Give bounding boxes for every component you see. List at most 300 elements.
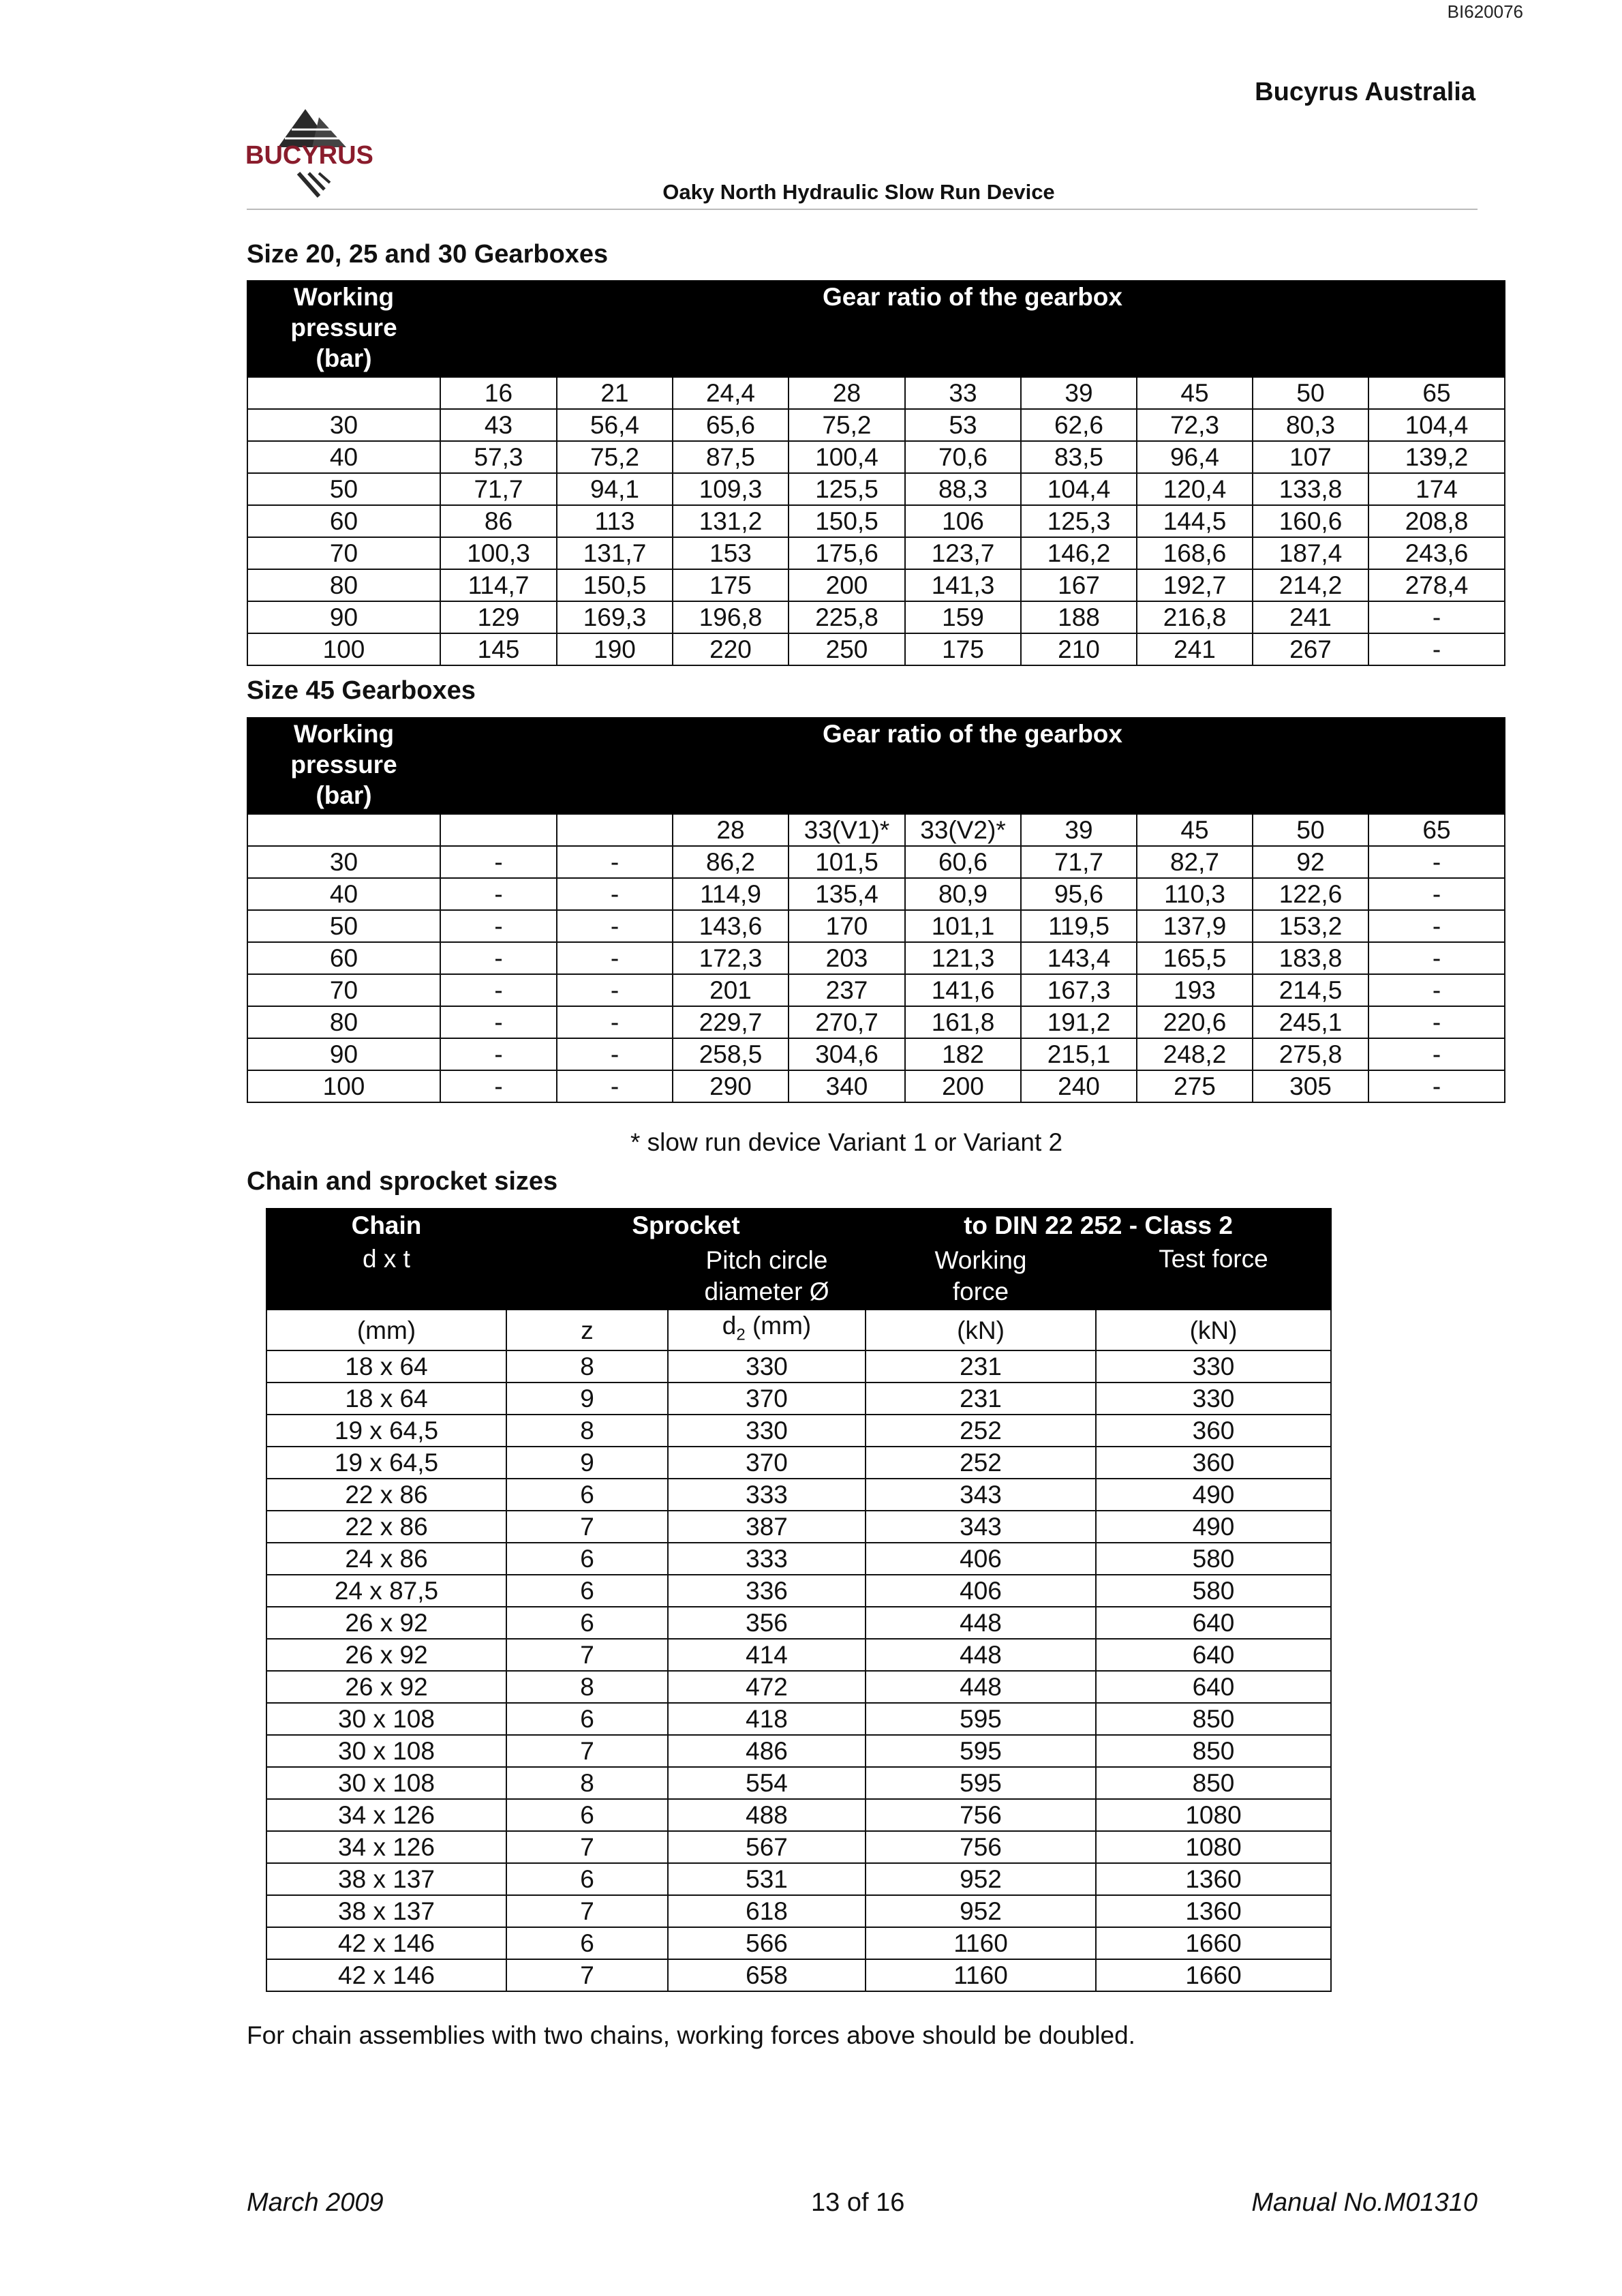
table-cell: 1660: [1096, 1927, 1331, 1959]
table-row: [266, 1543, 1331, 1575]
table-cell: 414: [668, 1639, 866, 1671]
table-cell: 267: [1253, 633, 1368, 665]
table-cell: 133,8: [1253, 473, 1368, 505]
table-cell: 595: [866, 1703, 1096, 1735]
table-cell: 640: [1096, 1639, 1331, 1671]
table-cell: 145: [440, 633, 557, 665]
table-cell: -: [557, 942, 673, 974]
table-cell: 336: [668, 1575, 866, 1607]
table-cell: 113: [557, 505, 673, 537]
table-cell: 6: [506, 1575, 668, 1607]
header-din-class: to DIN 22 252 - Class 2: [866, 1209, 1331, 1243]
table-cell: 22 x 86: [266, 1511, 506, 1543]
table-row: [266, 1511, 1331, 1543]
document-id: BI620076: [1447, 1, 1523, 22]
table-cell: 175: [673, 569, 789, 601]
table-cell: 252: [866, 1415, 1096, 1447]
table-cell: 7: [506, 1639, 668, 1671]
table-cell: 580: [1096, 1543, 1331, 1575]
table-cell: 258,5: [673, 1038, 789, 1070]
table-cell: -: [1368, 1070, 1505, 1102]
table-cell: 40: [247, 441, 440, 473]
table-cell: 6: [506, 1479, 668, 1511]
table-row: [266, 1767, 1331, 1799]
table-cell: 566: [668, 1927, 866, 1959]
table-cell: 114,9: [673, 878, 789, 910]
table-cell: 92: [1253, 846, 1368, 878]
section-title-size-45: Size 45 Gearboxes: [247, 676, 476, 705]
table-cell: 850: [1096, 1767, 1331, 1799]
table-cell: 190: [557, 633, 673, 665]
table-cell: 169,3: [557, 601, 673, 633]
table-cell: 330: [1096, 1383, 1331, 1415]
table-cell: 8: [506, 1671, 668, 1703]
table-row: [266, 1895, 1331, 1927]
table-cell: 595: [866, 1767, 1096, 1799]
table-cell: 100: [247, 1070, 440, 1102]
table-row: [266, 1607, 1331, 1639]
gearbox-table-size-45: [247, 717, 1505, 1103]
table-cell: 30: [247, 409, 440, 441]
footer-date: March 2009: [247, 2188, 384, 2217]
table-cell: 146,2: [1021, 537, 1137, 569]
table-cell: 231: [866, 1383, 1096, 1415]
table-cell: 141,6: [905, 974, 1021, 1006]
table-cell: 7: [506, 1895, 668, 1927]
header-working-pressure: Working pressure (bar): [247, 281, 440, 377]
document-title: Oaky North Hydraulic Slow Run Device: [662, 180, 1055, 204]
table-row: [266, 1863, 1331, 1895]
table-row: [266, 1479, 1331, 1511]
table-cell: 187,4: [1253, 537, 1368, 569]
table-cell: 119,5: [1021, 910, 1137, 942]
table-cell: 330: [668, 1350, 866, 1383]
table-cell: 220,6: [1137, 1006, 1253, 1038]
table-cell: 370: [668, 1447, 866, 1479]
table-row: [266, 1831, 1331, 1863]
header-chain: Chain: [266, 1209, 506, 1243]
table-cell: -: [557, 878, 673, 910]
table-cell: 231: [866, 1350, 1096, 1383]
table-cell: 167: [1021, 569, 1137, 601]
table-cell: 7: [506, 1831, 668, 1863]
table-cell: 196,8: [673, 601, 789, 633]
table-cell: 24 x 86: [266, 1543, 506, 1575]
table-cell: 248,2: [1137, 1038, 1253, 1070]
table-cell: -: [557, 1070, 673, 1102]
table-row: [247, 473, 1505, 505]
table-cell: 123,7: [905, 537, 1021, 569]
table-cell: 241: [1253, 601, 1368, 633]
table-cell: 125,3: [1021, 505, 1137, 537]
table-cell: -: [440, 878, 557, 910]
table-cell: 90: [247, 1038, 440, 1070]
table-cell: 131,7: [557, 537, 673, 569]
table-cell: 220: [673, 633, 789, 665]
table-cell: 150,5: [557, 569, 673, 601]
table-cell: 618: [668, 1895, 866, 1927]
table-cell: 174: [1368, 473, 1505, 505]
table-cell: -: [440, 1038, 557, 1070]
table-cell: 153: [673, 537, 789, 569]
table-cell: 200: [789, 569, 905, 601]
table-cell: 387: [668, 1511, 866, 1543]
table-cell: -: [440, 1006, 557, 1038]
table-row: [266, 1735, 1331, 1767]
table-row: [247, 1038, 1505, 1070]
table-cell: 143,4: [1021, 942, 1137, 974]
table-cell: 129: [440, 601, 557, 633]
table-cell: 243,6: [1368, 537, 1505, 569]
table-cell: 139,2: [1368, 441, 1505, 473]
table-cell: 278,4: [1368, 569, 1505, 601]
table-row: [247, 1006, 1505, 1038]
table-cell: 237: [789, 974, 905, 1006]
table-row: [266, 1959, 1331, 1991]
table-cell: 65,6: [673, 409, 789, 441]
table-cell: -: [557, 910, 673, 942]
table-cell: 170: [789, 910, 905, 942]
company-name: Bucyrus Australia: [1255, 78, 1475, 106]
header-working-force: Working force: [866, 1243, 1096, 1310]
table-row: [247, 878, 1505, 910]
table-cell: 172,3: [673, 942, 789, 974]
gearbox-table-size-20-30: [247, 280, 1505, 666]
table-row: [247, 1070, 1505, 1102]
table-cell: 30 x 108: [266, 1767, 506, 1799]
table-cell: 125,5: [789, 473, 905, 505]
table-cell: 50: [247, 910, 440, 942]
table-cell: 182: [905, 1038, 1021, 1070]
table-cell: 9: [506, 1447, 668, 1479]
table-cell: 80: [247, 1006, 440, 1038]
svg-text:BUCYRUS: BUCYRUS: [245, 141, 373, 170]
table-cell: 70: [247, 537, 440, 569]
table-cell: 6: [506, 1799, 668, 1831]
table-cell: 6: [506, 1607, 668, 1639]
table-cell: 756: [866, 1831, 1096, 1863]
table-cell: 75,2: [557, 441, 673, 473]
table-cell: 104,4: [1368, 409, 1505, 441]
table-cell: 531: [668, 1863, 866, 1895]
table-cell: 343: [866, 1479, 1096, 1511]
table-cell: 6: [506, 1703, 668, 1735]
table-row: [266, 1799, 1331, 1831]
table-cell: 168,6: [1137, 537, 1253, 569]
table-cell: 6: [506, 1863, 668, 1895]
table-cell: 82,7: [1137, 846, 1253, 878]
table-cell: 60: [247, 505, 440, 537]
table-cell: 229,7: [673, 1006, 789, 1038]
table-cell: 26 x 92: [266, 1607, 506, 1639]
table-cell: 567: [668, 1831, 866, 1863]
table-cell: 22 x 86: [266, 1479, 506, 1511]
table-cell: 640: [1096, 1607, 1331, 1639]
table-row: [266, 1671, 1331, 1703]
table-cell: 225,8: [789, 601, 905, 633]
table-row: [266, 1927, 1331, 1959]
table-cell: 153,2: [1253, 910, 1368, 942]
table-cell: 101,1: [905, 910, 1021, 942]
table-cell: 150,5: [789, 505, 905, 537]
table-cell: 330: [668, 1415, 866, 1447]
table-cell: -: [557, 846, 673, 878]
table-cell: 6: [506, 1543, 668, 1575]
table-cell: -: [557, 974, 673, 1006]
table-cell: 275,8: [1253, 1038, 1368, 1070]
table-cell: 19 x 64,5: [266, 1447, 506, 1479]
table-cell: 87,5: [673, 441, 789, 473]
table-cell: 340: [789, 1070, 905, 1102]
table-cell: 406: [866, 1575, 1096, 1607]
table-cell: 214,5: [1253, 974, 1368, 1006]
table-cell: 304,6: [789, 1038, 905, 1070]
table-cell: 1360: [1096, 1895, 1331, 1927]
table-cell: 275: [1137, 1070, 1253, 1102]
table-cell: 34 x 126: [266, 1831, 506, 1863]
table-cell: 406: [866, 1543, 1096, 1575]
ratio-row: 16 21 24,4 28 33 39 45 50 65: [247, 377, 1505, 409]
table-cell: 488: [668, 1799, 866, 1831]
table-cell: -: [440, 846, 557, 878]
table-cell: 161,8: [905, 1006, 1021, 1038]
section-title-size-20-30: Size 20, 25 and 30 Gearboxes: [247, 240, 609, 269]
table-cell: 90: [247, 601, 440, 633]
table-cell: 192,7: [1137, 569, 1253, 601]
table-cell: 137,9: [1137, 910, 1253, 942]
table-cell: 53: [905, 409, 1021, 441]
table-cell: -: [1368, 878, 1505, 910]
table-cell: 9: [506, 1383, 668, 1415]
table-cell: 131,2: [673, 505, 789, 537]
table-cell: 43: [440, 409, 557, 441]
table-row: [247, 633, 1505, 665]
header-sprocket: Sprocket: [506, 1209, 866, 1243]
table-cell: 215,1: [1021, 1038, 1137, 1070]
table-cell: 175: [905, 633, 1021, 665]
table-cell: 60,6: [905, 846, 1021, 878]
table-cell: 143,6: [673, 910, 789, 942]
table-cell: 595: [866, 1735, 1096, 1767]
table-row: [247, 409, 1505, 441]
table-cell: -: [1368, 974, 1505, 1006]
table-cell: -: [1368, 633, 1505, 665]
table-cell: 203: [789, 942, 905, 974]
header-test-force: Test force: [1096, 1243, 1331, 1310]
table-cell: 175,6: [789, 537, 905, 569]
table-cell: 135,4: [789, 878, 905, 910]
table-cell: 70: [247, 974, 440, 1006]
table-cell: 100,3: [440, 537, 557, 569]
table-cell: 18 x 64: [266, 1383, 506, 1415]
units-row: (mm) z $d_2$ (mm) (kN) (kN): [266, 1310, 1331, 1350]
table-cell: 86: [440, 505, 557, 537]
table-cell: -: [440, 974, 557, 1006]
table-cell: 101,5: [789, 846, 905, 878]
table-row: [266, 1447, 1331, 1479]
table-cell: 100: [247, 633, 440, 665]
table-cell: 26 x 92: [266, 1671, 506, 1703]
table-row: [247, 505, 1505, 537]
table-cell: 1080: [1096, 1799, 1331, 1831]
table-cell: 214,2: [1253, 569, 1368, 601]
table-cell: 7: [506, 1959, 668, 1991]
table-cell: 183,8: [1253, 942, 1368, 974]
table-cell: -: [1368, 1006, 1505, 1038]
table-cell: 360: [1096, 1447, 1331, 1479]
table-cell: 110,3: [1137, 878, 1253, 910]
table-cell: 756: [866, 1799, 1096, 1831]
table-cell: 159: [905, 601, 1021, 633]
table-cell: 200: [905, 1070, 1021, 1102]
table-cell: 60: [247, 942, 440, 974]
table-cell: 8: [506, 1415, 668, 1447]
table-cell: 952: [866, 1863, 1096, 1895]
table-cell: 86,2: [673, 846, 789, 878]
table-cell: 107: [1253, 441, 1368, 473]
table-cell: 75,2: [789, 409, 905, 441]
table-row: [266, 1350, 1331, 1383]
table-cell: 160,6: [1253, 505, 1368, 537]
table-cell: 95,6: [1021, 878, 1137, 910]
table-cell: 250: [789, 633, 905, 665]
table-cell: 448: [866, 1639, 1096, 1671]
table-row: [247, 942, 1505, 974]
table-cell: 144,5: [1137, 505, 1253, 537]
table-cell: -: [1368, 601, 1505, 633]
table-cell: 121,3: [905, 942, 1021, 974]
table-cell: 56,4: [557, 409, 673, 441]
table-cell: 240: [1021, 1070, 1137, 1102]
table-cell: 360: [1096, 1415, 1331, 1447]
table-cell: 448: [866, 1671, 1096, 1703]
table-cell: 80: [247, 569, 440, 601]
variant-footnote: * slow run device Variant 1 or Variant 2: [630, 1128, 1063, 1156]
table-cell: 104,4: [1021, 473, 1137, 505]
header-gear-ratio: Gear ratio of the gearbox: [440, 718, 1505, 814]
table-cell: 120,4: [1137, 473, 1253, 505]
table-cell: 80,9: [905, 878, 1021, 910]
table-row: [266, 1639, 1331, 1671]
table-cell: -: [440, 942, 557, 974]
table-cell: 57,3: [440, 441, 557, 473]
table-cell: 18 x 64: [266, 1350, 506, 1383]
table-row: [266, 1415, 1331, 1447]
table-cell: 333: [668, 1543, 866, 1575]
table-cell: 418: [668, 1703, 866, 1735]
table-cell: 448: [866, 1607, 1096, 1639]
table-cell: 1080: [1096, 1831, 1331, 1863]
table-cell: 88,3: [905, 473, 1021, 505]
table-cell: 305: [1253, 1070, 1368, 1102]
table-row: [266, 1575, 1331, 1607]
table-cell: -: [557, 1006, 673, 1038]
table-cell: 38 x 137: [266, 1895, 506, 1927]
table-row: [247, 846, 1505, 878]
table-row: [247, 601, 1505, 633]
table-cell: -: [1368, 942, 1505, 974]
table-cell: 167,3: [1021, 974, 1137, 1006]
table-cell: -: [440, 1070, 557, 1102]
table-cell: 40: [247, 878, 440, 910]
table-row: [266, 1703, 1331, 1735]
table-cell: 554: [668, 1767, 866, 1799]
table-row: [247, 537, 1505, 569]
table-cell: 580: [1096, 1575, 1331, 1607]
table-cell: 7: [506, 1511, 668, 1543]
table-cell: 122,6: [1253, 878, 1368, 910]
table-cell: 201: [673, 974, 789, 1006]
table-cell: 490: [1096, 1511, 1331, 1543]
table-cell: 141,3: [905, 569, 1021, 601]
table-cell: -: [557, 1038, 673, 1070]
table-row: [247, 974, 1505, 1006]
table-row: [266, 1383, 1331, 1415]
table-cell: 472: [668, 1671, 866, 1703]
header-pitch-circle: Pitch circle diameter Ø: [668, 1243, 866, 1310]
table-cell: 30 x 108: [266, 1703, 506, 1735]
table-cell: 333: [668, 1479, 866, 1511]
table-cell: 114,7: [440, 569, 557, 601]
ratio-row: 28 33(V1)* 33(V2)* 39 45 50 65: [247, 814, 1505, 846]
header-divider: [247, 209, 1478, 210]
table-cell: 952: [866, 1895, 1096, 1927]
table-cell: 1160: [866, 1959, 1096, 1991]
table-row: [247, 569, 1505, 601]
table-cell: 850: [1096, 1703, 1331, 1735]
table-cell: 241: [1137, 633, 1253, 665]
table-cell: 30: [247, 846, 440, 878]
table-cell: 94,1: [557, 473, 673, 505]
table-cell: -: [1368, 910, 1505, 942]
header-gear-ratio: Gear ratio of the gearbox: [440, 281, 1505, 377]
table-cell: 252: [866, 1447, 1096, 1479]
footer-page-number: 13 of 16: [811, 2188, 905, 2217]
table-cell: 208,8: [1368, 505, 1505, 537]
table-cell: 83,5: [1021, 441, 1137, 473]
table-cell: 850: [1096, 1735, 1331, 1767]
table-cell: 42 x 146: [266, 1959, 506, 1991]
table-cell: -: [1368, 846, 1505, 878]
table-cell: 34 x 126: [266, 1799, 506, 1831]
table-cell: 640: [1096, 1671, 1331, 1703]
table-cell: 193: [1137, 974, 1253, 1006]
table-cell: 109,3: [673, 473, 789, 505]
table-cell: 71,7: [440, 473, 557, 505]
table-cell: 370: [668, 1383, 866, 1415]
table-cell: 26 x 92: [266, 1639, 506, 1671]
table-cell: 62,6: [1021, 409, 1137, 441]
section-title-chain-sprocket: Chain and sprocket sizes: [247, 1167, 558, 1196]
table-cell: 210: [1021, 633, 1137, 665]
table-cell: 24 x 87,5: [266, 1575, 506, 1607]
table-cell: 106: [905, 505, 1021, 537]
table-cell: 1660: [1096, 1959, 1331, 1991]
table-cell: 80,3: [1253, 409, 1368, 441]
table-cell: 6: [506, 1927, 668, 1959]
table-cell: 290: [673, 1070, 789, 1102]
header-dxt: d x t: [266, 1243, 506, 1310]
table-cell: 188: [1021, 601, 1137, 633]
table-cell: 70,6: [905, 441, 1021, 473]
table-cell: -: [440, 910, 557, 942]
table-cell: 486: [668, 1735, 866, 1767]
table-cell: 216,8: [1137, 601, 1253, 633]
table-cell: 165,5: [1137, 942, 1253, 974]
footer-manual-number: Manual No.M01310: [1251, 2188, 1478, 2217]
table-cell: 30 x 108: [266, 1735, 506, 1767]
table-row: [247, 441, 1505, 473]
